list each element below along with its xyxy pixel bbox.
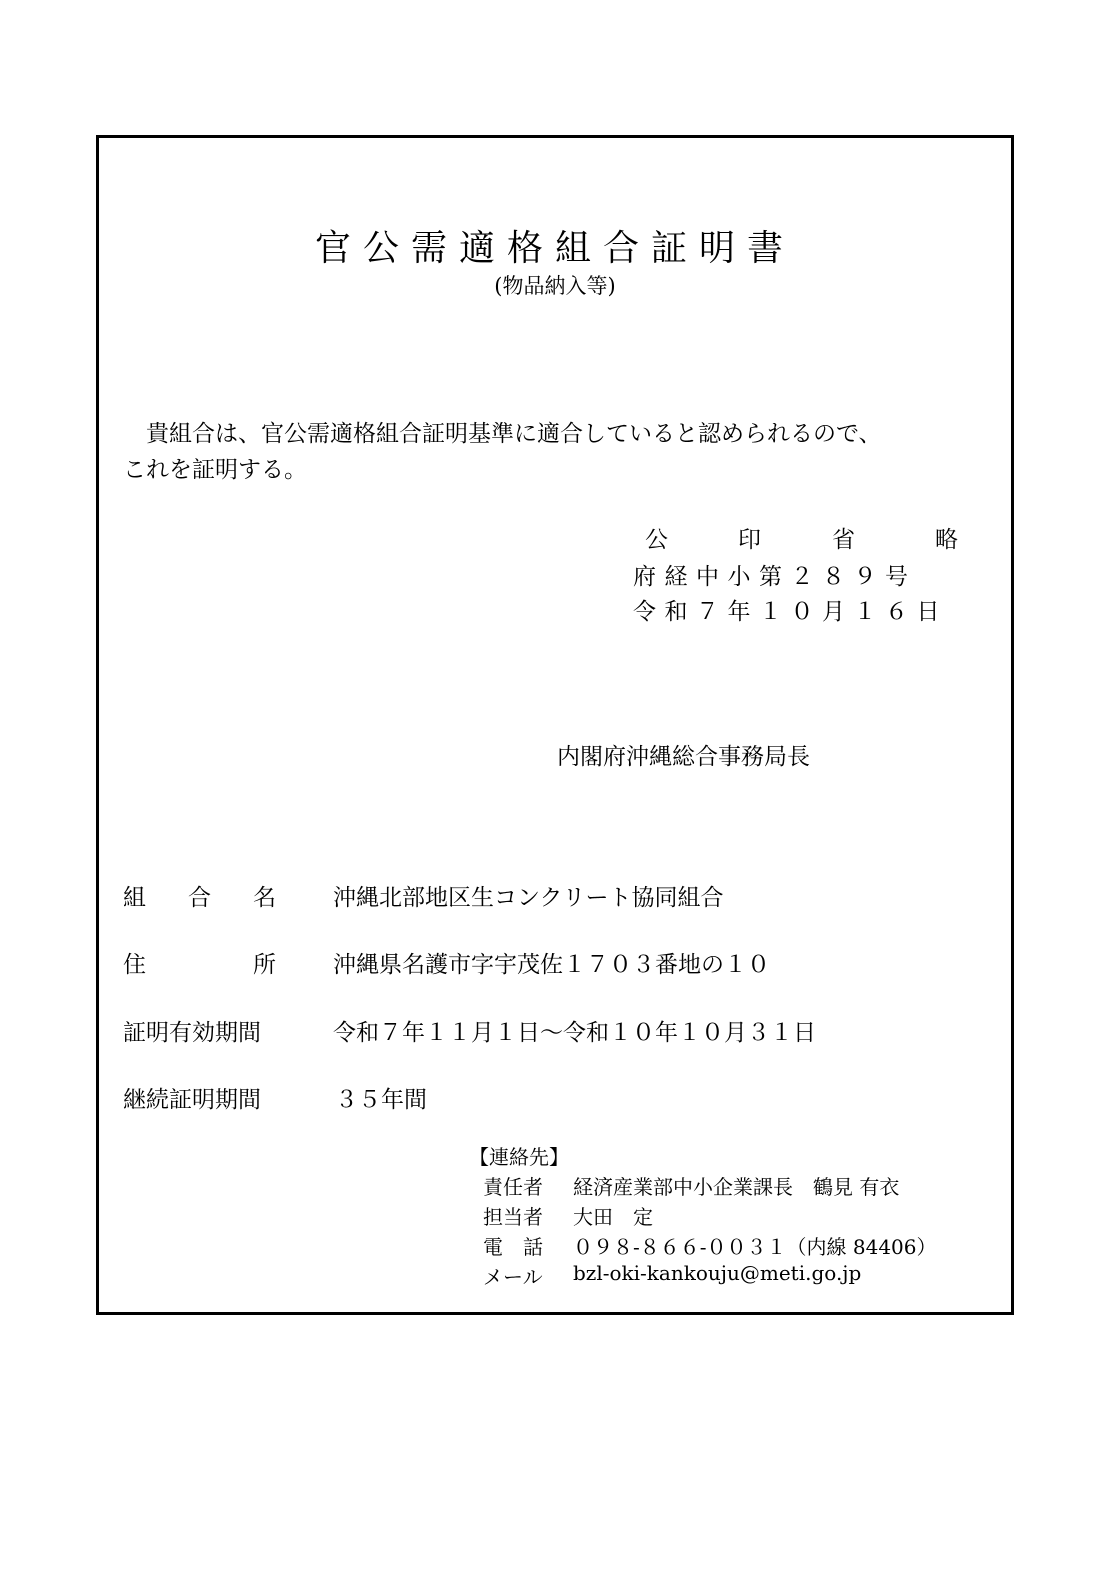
certificate-frame <box>96 135 1014 1315</box>
contact-value: 大田 定 <box>573 1205 653 1229</box>
continuous-period-row <box>123 1081 1003 1111</box>
certificate-title: 官公需適格組合証明書 <box>314 228 795 269</box>
contact-row <box>469 1171 989 1199</box>
contact-email[interactable]: bzl-oki-kankouju@meti.go.jp <box>573 1261 862 1285</box>
address-value: 沖縄県名護市字宇茂佐１７０３番地の１０ <box>333 952 770 978</box>
label-char: 住 <box>123 952 146 978</box>
contact-heading: 【連絡先】 <box>469 1145 569 1169</box>
label-char: 合 <box>188 885 211 911</box>
statement-line-2: これを証明する。 <box>123 457 307 483</box>
seal-omitted <box>645 521 967 553</box>
issue-date: 令和７年１０月１６日 <box>633 599 948 625</box>
contact-key: 責任者 <box>483 1175 543 1199</box>
seal-char: 省 <box>832 527 864 553</box>
contact-key: 電 話 <box>483 1235 543 1259</box>
union-name-row <box>123 879 1003 909</box>
continuous-period-label: 継続証明期間 <box>123 1087 261 1113</box>
certificate-subtitle: (物品納入等) <box>494 274 616 298</box>
contact-value: ０９８-８６６-００３１（内線 84406） <box>573 1235 937 1259</box>
address-row <box>123 946 1003 976</box>
validity-period-row <box>123 1014 1003 1044</box>
label-char: 所 <box>253 952 276 978</box>
contact-row <box>469 1261 989 1289</box>
statement-line-1: 貴組合は、官公需適格組合証明基準に適合していると認められるので、 <box>146 421 882 447</box>
contact-block <box>469 1141 989 1291</box>
contact-value: 経済産業部中小企業課長 鶴見 有衣 <box>573 1175 900 1199</box>
validity-period-value: 令和７年１１月１日～令和１０年１０月３１日 <box>333 1020 816 1046</box>
contact-row <box>469 1231 989 1259</box>
label-char: 名 <box>253 885 276 911</box>
continuous-period-value: ３５年間 <box>335 1087 427 1113</box>
contact-key: メール <box>483 1265 543 1289</box>
contact-row <box>469 1201 989 1229</box>
label-char: 組 <box>123 885 146 911</box>
certification-statement <box>123 416 1003 488</box>
union-name-value: 沖縄北部地区生コンクリート協同組合 <box>333 885 724 911</box>
validity-period-label: 証明有効期間 <box>123 1020 261 1046</box>
seal-char: 印 <box>738 527 770 553</box>
seal-char: 公 <box>645 527 677 553</box>
document-number: 府経中小第２８９号 <box>633 564 917 590</box>
contact-key: 担当者 <box>483 1205 543 1229</box>
issuer-name: 内閣府沖縄総合事務局長 <box>557 744 810 770</box>
seal-char: 略 <box>935 527 967 553</box>
